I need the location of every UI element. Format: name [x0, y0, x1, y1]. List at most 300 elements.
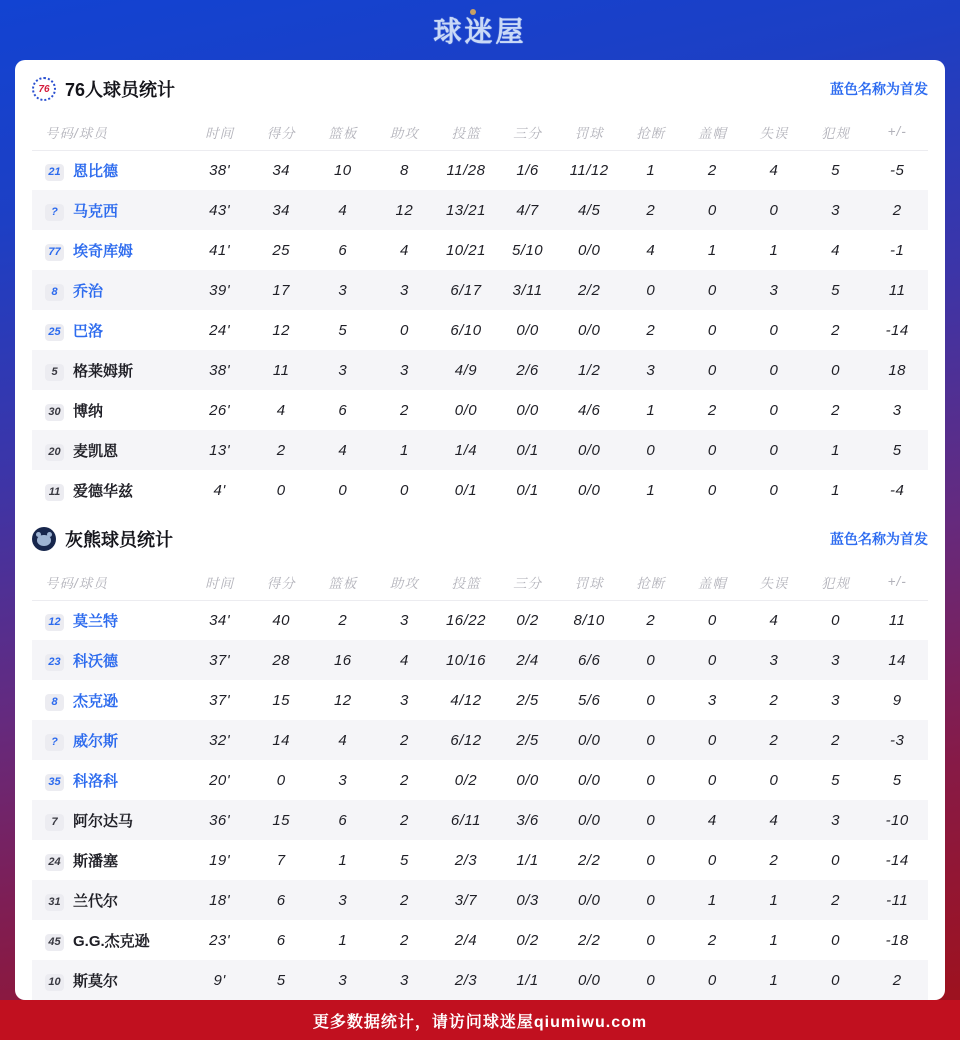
jersey-number-badge: 21	[45, 164, 64, 181]
section-header-grizzlies	[15, 510, 945, 564]
stat-value: 0	[707, 851, 717, 869]
stat-value: 11	[888, 281, 906, 299]
stat-value: 0/1	[516, 441, 539, 459]
stat-value: 2	[399, 401, 409, 419]
player-cell	[32, 310, 189, 350]
stat-value: 0	[831, 971, 840, 989]
stat-value: 2	[831, 321, 840, 339]
stat-value: 0	[707, 971, 717, 989]
player-name: G.G.杰克逊	[73, 932, 150, 950]
col-header-1: 时间	[189, 564, 251, 600]
player-name: 马克西	[73, 202, 119, 220]
player-row	[32, 190, 928, 230]
stat-value: 0/2	[516, 931, 539, 949]
stat-value: 25	[272, 241, 291, 259]
stat-value: 3	[769, 281, 779, 299]
stat-value: -1	[889, 241, 905, 259]
player-cell	[32, 350, 189, 390]
stat-value: -11	[886, 891, 909, 909]
site-logo-text: 球迷屋	[433, 16, 527, 47]
stat-value: 4	[769, 611, 779, 629]
jersey-number-badge: ?	[45, 204, 64, 221]
stat-value: 28	[272, 651, 291, 669]
stat-value: 11	[272, 361, 290, 379]
stat-value: 13'	[209, 441, 231, 459]
stat-value: 0	[707, 481, 717, 499]
jersey-number-badge: 45	[45, 934, 64, 951]
stat-value: 0	[707, 321, 717, 339]
stat-value: 0	[646, 811, 656, 829]
stat-value: 2	[892, 201, 902, 219]
stat-value: 5	[399, 851, 409, 869]
starter-note-76ers: 蓝色名称为首发	[830, 81, 928, 97]
stat-value: 0/1	[454, 481, 478, 499]
stat-value: 6/12	[450, 731, 482, 749]
stat-value: 0/0	[577, 241, 601, 259]
stat-value: 2/2	[577, 281, 601, 299]
stat-value: 0	[646, 281, 656, 299]
stat-value: 3	[831, 651, 840, 669]
stat-value: 12	[272, 321, 291, 339]
stat-value: 2	[276, 441, 286, 459]
stat-value: 40	[272, 611, 291, 629]
jersey-number-badge: 8	[45, 284, 64, 301]
player-row	[32, 840, 928, 880]
stat-value: -10	[885, 811, 909, 829]
player-row	[32, 640, 928, 680]
player-row	[32, 150, 928, 190]
player-name: 乔治	[73, 282, 104, 300]
stat-value: 2	[831, 731, 840, 749]
col-header-4: 助攻	[374, 114, 436, 150]
player-name: 科洛科	[73, 772, 119, 790]
stat-value: 1	[646, 481, 656, 499]
stat-value: 0	[831, 931, 840, 949]
stat-value: 2	[892, 971, 902, 989]
stat-value: 0	[831, 611, 840, 629]
player-name: 斯潘塞	[73, 852, 119, 870]
col-header-6: 三分	[497, 564, 559, 600]
stat-value: 0	[399, 481, 409, 499]
stat-value: 0	[646, 731, 656, 749]
stat-value: 4	[338, 201, 348, 219]
stats-card	[15, 60, 945, 1000]
grizzlies-logo-icon	[32, 527, 56, 551]
stat-value: 3	[399, 361, 409, 379]
stat-value: 0	[276, 771, 286, 789]
stat-value: 1	[769, 241, 779, 259]
team-section-76ers	[15, 60, 945, 510]
player-cell	[32, 680, 189, 720]
stat-value: 13/21	[445, 201, 486, 219]
stat-value: 6/17	[450, 281, 482, 299]
stat-value: 4	[338, 441, 348, 459]
sixers-logo-text: 76	[38, 83, 50, 95]
stat-value: 23'	[209, 931, 231, 949]
stat-value: 24'	[209, 321, 231, 339]
stat-value: 0	[707, 441, 717, 459]
player-name: 杰克逊	[73, 692, 119, 710]
stat-value: 4/6	[577, 401, 601, 419]
stat-value: 0/0	[454, 401, 478, 419]
stat-value: 0/0	[577, 481, 601, 499]
stat-value: 6	[338, 811, 348, 829]
stat-value: -3	[889, 731, 905, 749]
stat-value: 3	[338, 971, 348, 989]
stat-value: 38'	[209, 361, 231, 379]
stat-value: 20'	[209, 771, 231, 789]
top-header-bar	[0, 0, 960, 60]
stat-value: 2/4	[516, 651, 539, 669]
stat-value: 3/11	[512, 281, 543, 299]
stat-value: 0/0	[516, 771, 539, 789]
player-name: 阿尔达马	[73, 812, 134, 830]
stat-value: 4/9	[454, 361, 478, 379]
stat-value: 3	[707, 691, 717, 709]
stat-value: 16/22	[445, 611, 486, 629]
stat-value: 1	[707, 241, 717, 259]
stat-value: 3/7	[454, 891, 478, 909]
stat-value: 2	[338, 611, 348, 629]
stat-value: 2	[707, 931, 717, 949]
stat-value: 3	[338, 361, 348, 379]
stat-value: 0	[831, 851, 840, 869]
stat-value: 11	[888, 611, 906, 629]
stat-value: 11/12	[569, 161, 609, 179]
stat-value: 5/10	[511, 241, 544, 259]
stat-value: 16	[333, 651, 352, 669]
stat-value: 0	[399, 321, 409, 339]
stat-value: 2	[707, 401, 717, 419]
col-header-11: 犯规	[805, 114, 867, 150]
stat-value: 2	[646, 201, 656, 219]
stat-value: 6	[338, 401, 348, 419]
player-cell	[32, 190, 189, 230]
stat-value: 0	[707, 731, 717, 749]
player-name: 麦凯恩	[73, 442, 119, 460]
section-title-grizzlies: 灰熊球员统计	[65, 530, 173, 550]
player-cell	[32, 430, 189, 470]
stat-value: 0/0	[516, 401, 539, 419]
stat-value: 0	[646, 891, 656, 909]
stat-value: 3	[399, 281, 409, 299]
stat-value: 0	[769, 201, 779, 219]
jersey-number-badge: ?	[45, 734, 64, 751]
stat-value: 6/10	[450, 321, 482, 339]
stat-value: 34'	[209, 611, 231, 629]
stat-value: 38'	[209, 161, 231, 179]
stat-value: 3	[831, 691, 840, 709]
stat-value: 2/3	[454, 851, 478, 869]
stat-value: 3	[892, 401, 902, 419]
team-section-grizzlies	[15, 510, 945, 1000]
stat-value: 1/2	[577, 361, 601, 379]
player-name: 巴洛	[73, 322, 104, 340]
jersey-number-badge: 25	[45, 324, 64, 341]
stat-value: 0/0	[577, 891, 601, 909]
stat-value: 0/1	[516, 481, 539, 499]
stat-value: 5	[831, 281, 840, 299]
stat-value: 6	[276, 891, 286, 909]
stat-value: 0	[769, 481, 779, 499]
stat-value: 1	[399, 441, 409, 459]
stat-value: 0	[769, 361, 779, 379]
stat-value: 5	[831, 771, 840, 789]
player-name: 莫兰特	[73, 612, 119, 630]
sixers-stats-table	[32, 114, 928, 510]
stat-value: 0	[707, 361, 717, 379]
stat-value: 0	[646, 931, 656, 949]
player-row	[32, 760, 928, 800]
stat-value: 3	[831, 201, 840, 219]
stat-value: 0	[646, 651, 656, 669]
stat-value: 10	[333, 161, 352, 179]
jersey-number-badge: 77	[45, 244, 64, 261]
stat-value: 32'	[209, 731, 231, 749]
stat-value: 2	[769, 731, 779, 749]
stat-value: 2	[769, 691, 779, 709]
column-header-row	[32, 564, 928, 600]
jersey-number-badge: 12	[45, 614, 64, 631]
col-header-5: 投篮	[435, 114, 497, 150]
player-cell	[32, 390, 189, 430]
stat-value: 4	[276, 401, 286, 419]
stat-value: 0	[646, 851, 656, 869]
jersey-number-badge: 20	[45, 444, 64, 461]
player-cell	[32, 840, 189, 880]
player-row	[32, 720, 928, 760]
stat-value: 0	[707, 201, 717, 219]
stat-value: 1/1	[516, 971, 539, 989]
stat-value: 2	[399, 931, 409, 949]
stat-value: 1	[646, 161, 656, 179]
stat-value: 5	[831, 161, 840, 179]
stat-value: 0/0	[577, 811, 601, 829]
player-row	[32, 270, 928, 310]
player-name: 威尔斯	[73, 732, 119, 750]
player-name: 斯莫尔	[73, 972, 119, 990]
jersey-number-badge: 35	[45, 774, 64, 791]
stat-value: 0	[338, 481, 348, 499]
col-header-12: +/-	[866, 564, 928, 600]
col-header-5: 投篮	[435, 564, 497, 600]
player-name: 科沃德	[73, 652, 119, 670]
stat-value: 0	[769, 401, 779, 419]
stat-value: 4	[646, 241, 656, 259]
stat-value: 2	[769, 851, 779, 869]
col-header-1: 时间	[189, 114, 251, 150]
stat-value: -5	[889, 161, 905, 179]
stat-value: 1/1	[516, 851, 539, 869]
stat-value: 8	[399, 161, 409, 179]
starter-note-grizzlies: 蓝色名称为首发	[830, 531, 928, 547]
stat-value: 6/6	[577, 651, 601, 669]
stat-value: 4	[769, 811, 779, 829]
player-row	[32, 800, 928, 840]
player-cell	[32, 720, 189, 760]
stat-value: 1	[769, 931, 779, 949]
player-cell	[32, 230, 189, 270]
player-name: 格莱姆斯	[73, 362, 134, 380]
stat-value: 3	[646, 361, 656, 379]
stat-value: 5	[892, 441, 902, 459]
stat-value: 0/0	[577, 441, 601, 459]
stat-value: 2	[646, 321, 656, 339]
stat-value: 1	[646, 401, 656, 419]
stat-value: 0	[646, 691, 656, 709]
stat-value: 36'	[209, 811, 231, 829]
stat-value: 3	[769, 651, 779, 669]
jersey-number-badge: 5	[45, 364, 64, 381]
stat-value: 43'	[209, 201, 231, 219]
stat-value: 10/21	[445, 241, 486, 259]
stat-value: 1	[769, 891, 779, 909]
stat-value: 37'	[209, 691, 231, 709]
jersey-number-badge: 30	[45, 404, 64, 421]
stat-value: 10/16	[445, 651, 486, 669]
stat-value: 5/6	[577, 691, 601, 709]
stat-value: -14	[885, 321, 909, 339]
stat-value: 4	[399, 651, 409, 669]
section-title-76ers: 76人球员统计	[65, 80, 176, 100]
stat-value: 19'	[209, 851, 231, 869]
stat-value: 37'	[209, 651, 231, 669]
stat-value: 0	[646, 441, 656, 459]
stat-value: 0/0	[516, 321, 539, 339]
stat-value: 11/28	[446, 161, 486, 179]
player-row	[32, 230, 928, 270]
stat-value: 14	[272, 731, 291, 749]
stat-value: 3	[831, 811, 840, 829]
stat-value: 2/5	[516, 731, 539, 749]
stat-value: 9	[892, 691, 902, 709]
stat-value: 1	[831, 441, 840, 459]
stat-value: 3	[338, 771, 348, 789]
stat-value: 17	[272, 281, 291, 299]
stat-value: 12	[333, 691, 352, 709]
player-cell	[32, 470, 189, 510]
stat-value: 0	[276, 481, 286, 499]
stat-value: 2	[831, 891, 840, 909]
stat-value: 2/5	[516, 691, 539, 709]
player-row	[32, 880, 928, 920]
stat-value: -14	[885, 851, 909, 869]
stat-value: 0/0	[577, 731, 601, 749]
stat-value: 12	[395, 201, 414, 219]
stat-value: 3	[399, 691, 409, 709]
stat-value: 0/2	[454, 771, 478, 789]
stat-value: 6	[338, 241, 348, 259]
col-header-0: 号码/球员	[32, 564, 189, 600]
col-header-10: 失误	[743, 564, 805, 600]
stat-value: 2/3	[454, 971, 478, 989]
stat-value: 8/10	[573, 611, 605, 629]
stat-value: 0	[707, 611, 717, 629]
jersey-number-badge: 23	[45, 654, 64, 671]
stat-value: 2/2	[577, 931, 601, 949]
col-header-9: 盖帽	[682, 114, 744, 150]
player-name: 博纳	[73, 402, 104, 420]
stat-value: 3/6	[516, 811, 539, 829]
stat-value: 41'	[209, 241, 231, 259]
player-cell	[32, 270, 189, 310]
stat-value: 2/2	[577, 851, 601, 869]
stat-value: 4/12	[450, 691, 482, 709]
stat-value: 3	[399, 971, 409, 989]
jersey-number-badge: 31	[45, 894, 64, 911]
stat-value: 3	[399, 611, 409, 629]
stat-value: 5	[892, 771, 902, 789]
stat-value: 2	[399, 811, 409, 829]
stat-value: 0	[769, 441, 779, 459]
player-cell	[32, 880, 189, 920]
player-row	[32, 600, 928, 640]
col-header-7: 罚球	[558, 564, 620, 600]
jersey-number-badge: 24	[45, 854, 64, 871]
player-row	[32, 470, 928, 510]
stat-value: 2/6	[516, 361, 539, 379]
stat-value: 18'	[209, 891, 231, 909]
col-header-12: +/-	[866, 114, 928, 150]
stat-value: 0/0	[577, 771, 601, 789]
player-cell	[32, 760, 189, 800]
player-row	[32, 960, 928, 1000]
col-header-8: 抢断	[620, 564, 682, 600]
stat-value: 0	[831, 361, 840, 379]
stat-value: 3	[338, 891, 348, 909]
stat-value: 1/4	[454, 441, 478, 459]
stat-value: 7	[276, 851, 286, 869]
stat-value: 39'	[209, 281, 231, 299]
stat-value: 18	[888, 361, 906, 379]
col-header-7: 罚球	[558, 114, 620, 150]
stat-value: 15	[272, 691, 291, 709]
player-cell	[32, 800, 189, 840]
player-row	[32, 920, 928, 960]
stat-value: 1	[769, 971, 779, 989]
sixers-logo-icon	[32, 77, 56, 101]
player-row	[32, 310, 928, 350]
stat-value: 1	[338, 851, 348, 869]
player-row	[32, 390, 928, 430]
stat-value: 2	[831, 401, 840, 419]
stat-value: 4	[338, 731, 348, 749]
stat-value: 1/6	[516, 161, 539, 179]
stat-value: -18	[885, 931, 909, 949]
stat-value: 26'	[209, 401, 231, 419]
stat-value: 0	[769, 321, 779, 339]
stat-value: 0	[646, 971, 656, 989]
stat-value: 34	[272, 161, 291, 179]
player-name: 恩比德	[73, 162, 119, 180]
stat-value: 2	[399, 891, 409, 909]
player-name: 埃奇库姆	[73, 242, 134, 260]
jersey-number-badge: 10	[45, 974, 64, 991]
stat-value: 14	[888, 651, 906, 669]
stat-value: 0	[707, 281, 717, 299]
col-header-3: 篮板	[312, 114, 374, 150]
stat-value: 6	[276, 931, 286, 949]
col-header-10: 失误	[743, 114, 805, 150]
col-header-11: 犯规	[805, 564, 867, 600]
col-header-2: 得分	[250, 114, 312, 150]
stat-value: 9'	[213, 971, 226, 989]
stat-value: 0/3	[516, 891, 539, 909]
stat-value: 15	[272, 811, 291, 829]
player-cell	[32, 150, 189, 190]
col-header-3: 篮板	[312, 564, 374, 600]
stat-value: 0	[646, 771, 656, 789]
